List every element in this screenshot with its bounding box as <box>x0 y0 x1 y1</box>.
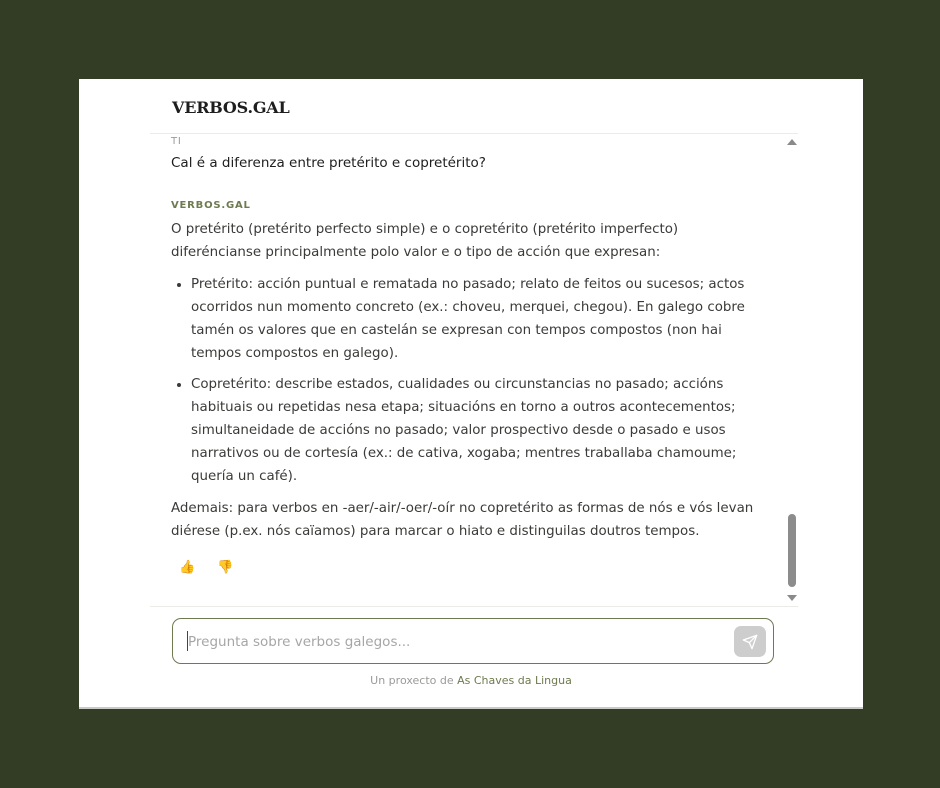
footer-credit <box>79 674 863 687</box>
footer-prefix: Un proxecto de <box>370 674 454 687</box>
scrollbar[interactable] <box>786 134 798 606</box>
bot-role-label: VERBOS.GAL <box>171 200 251 211</box>
answer-intro: O pretérito (pretérito perfecto simple) e o copretérito (pretérito imperfecto) diferéncianse principalmente polo valor e o tipo de acción que expresan: <box>171 222 679 260</box>
list-item: • Pretérito: acción puntual e rematada no pasado; relato de feitos ou sucesos; actos ocorridos nun momento concreto (ex.: choveu, merquei, chegou). En galego cobre tamén os valores que en castelán se expresan con tempos compostos (non hai tempos compostos en galego). <box>191 273 767 365</box>
send-icon <box>742 634 758 650</box>
scrollbar-thumb[interactable] <box>788 514 796 587</box>
bot-answer <box>171 218 767 543</box>
user-role-label: TI <box>171 136 182 147</box>
scroll-down-icon[interactable] <box>787 595 797 601</box>
brand-logo[interactable]: VERBOS.GAL <box>172 98 290 117</box>
app-window <box>79 79 863 709</box>
question-input-box[interactable] <box>172 618 774 664</box>
send-button[interactable] <box>734 626 766 657</box>
chat-panel[interactable] <box>150 133 798 607</box>
list-item: • Copretérito: describe estados, cualidades ou circunstancias no pasado; accións habituais ou repetidas nesa etapa; situacións en torno a outros acontecementos; simultaneidade de accións no pasado; valor prospectivo desde o pasado e usos narrativos ou de cortesía (ex.: de cativa, xogaba; mentres traballaba chamoume; quería un café). <box>191 373 767 488</box>
footer-link[interactable]: As Chaves da Lingua <box>457 674 572 687</box>
answer-list <box>171 273 767 488</box>
scroll-up-icon[interactable] <box>787 139 797 145</box>
thumbs-down-icon[interactable]: 👎 <box>217 560 234 575</box>
answer-outro: Ademais: para verbos en -aer/-air/-oer/-oír no copretérito as formas de nós e vós levan diérese (p.ex. nós caïamos) para marcar o hiato e distinguilas doutros tempos. <box>171 501 754 539</box>
question-input[interactable] <box>186 630 730 654</box>
thumbs-up-icon[interactable]: 👍 <box>179 560 196 575</box>
user-question: Cal é a diferenza entre pretérito e copretérito? <box>171 155 486 171</box>
feedback-buttons <box>179 560 233 575</box>
text-caret <box>187 631 188 651</box>
